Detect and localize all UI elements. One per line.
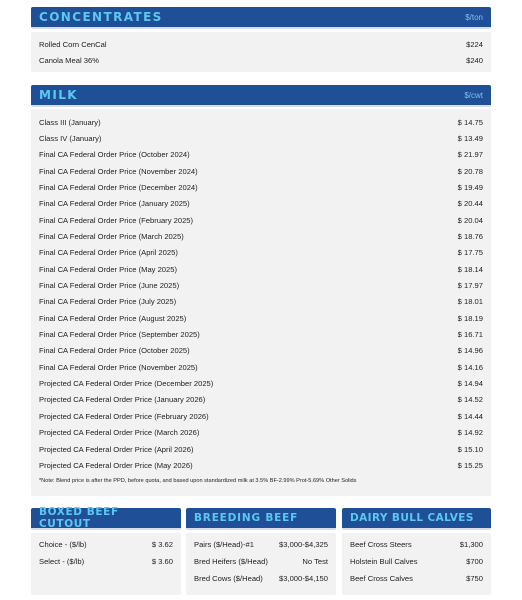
row-value: $240 [466, 55, 483, 65]
row-label: Bred Cows ($/Head) [194, 573, 263, 583]
row-label: Choice - ($/lb) [39, 539, 87, 549]
table-row [39, 442, 483, 456]
row-value: $ 18.01 [457, 297, 483, 307]
breeding-beef-title: BREEDING BEEF [194, 512, 299, 524]
row-label: Final CA Federal Order Price (January 2025) [39, 199, 190, 209]
table-row [194, 554, 328, 568]
table-row [39, 295, 483, 309]
table-row [39, 393, 483, 407]
row-label: Projected CA Federal Order Price (December 2025) [39, 379, 214, 389]
row-value: $ 20.04 [457, 215, 483, 225]
row-value: $ 3.60 [151, 556, 173, 566]
milk-unit: $/cwt [464, 90, 483, 100]
table-row [39, 360, 483, 374]
dairy-bull-calves-header [342, 508, 491, 530]
row-value: $ 14.96 [457, 346, 483, 356]
table-row [39, 53, 483, 67]
concentrates-panel [31, 32, 491, 72]
row-label: Holstein Bull Calves [350, 556, 418, 566]
row-label: Final CA Federal Order Price (August 2025) [39, 313, 187, 323]
table-row [39, 344, 483, 358]
row-label: Pairs ($/Head)-#1 [194, 539, 254, 549]
row-label: Beef Cross Calves [350, 573, 413, 583]
row-label: Final CA Federal Order Price (December 2024) [39, 182, 198, 192]
row-value: No Test [302, 556, 328, 566]
table-row [194, 571, 328, 585]
table-row [39, 311, 483, 325]
table-row [39, 537, 173, 551]
row-label: Projected CA Federal Order Price (May 2026) [39, 460, 193, 470]
row-label: Final CA Federal Order Price (February 2025) [39, 215, 194, 225]
dairy-bull-calves-title: DAIRY BULL CALVES [350, 512, 474, 524]
row-value: $ 20.44 [457, 199, 483, 209]
row-label: Projected CA Federal Order Price (March 2026) [39, 428, 200, 438]
row-value: $ 14.92 [457, 428, 483, 438]
table-row [39, 180, 483, 194]
row-label: Final CA Federal Order Price (May 2025) [39, 264, 178, 274]
table-row [39, 148, 483, 162]
milk-footnote: *Note: Blend price is after the PPD, before quota, and based upon standardized milk at 3.5% BF-2.99% Prot-5.69% Other Solids [39, 478, 357, 484]
row-label: Rolled Corn CenCal [39, 39, 107, 49]
row-value: $ 16.71 [457, 330, 483, 340]
concentrates-title: CONCENTRATES [39, 10, 163, 24]
row-value: $1,300 [459, 539, 483, 549]
table-row [39, 164, 483, 178]
row-value: $ 14.94 [457, 379, 483, 389]
table-row [39, 197, 483, 211]
row-value: $ 17.75 [457, 248, 483, 258]
row-value: $224 [466, 39, 483, 49]
table-row [39, 262, 483, 276]
row-value: $ 20.78 [457, 166, 483, 176]
table-row [39, 246, 483, 260]
concentrates-unit: $/ton [465, 12, 483, 22]
breeding-beef-panel [186, 533, 336, 595]
milk-panel [31, 109, 491, 496]
row-value: $ 13.49 [457, 133, 483, 143]
boxed-beef-panel [31, 533, 181, 595]
row-label: Projected CA Federal Order Price (January 2026) [39, 395, 206, 405]
table-row [350, 571, 483, 585]
row-label: Class III (January) [39, 117, 101, 127]
boxed-beef-header [31, 508, 181, 530]
row-value: $ 17.97 [457, 281, 483, 290]
row-value: $3,000-$4,150 [279, 573, 328, 583]
row-label: Final CA Federal Order Price (March 2025) [39, 231, 184, 241]
row-label: Final CA Federal Order Price (June 2025) [39, 281, 180, 290]
table-row [39, 213, 483, 227]
row-value: $ 14.16 [457, 362, 483, 372]
table-row [350, 554, 483, 568]
table-row [39, 328, 483, 342]
row-value: $ 19.49 [457, 182, 483, 192]
table-row [39, 409, 483, 423]
dairy-bull-calves-panel [342, 533, 491, 595]
row-value: $ 14.75 [457, 117, 483, 127]
row-value: $ 18.76 [457, 231, 483, 241]
row-label: Final CA Federal Order Price (July 2025) [39, 297, 177, 307]
breeding-beef-header [186, 508, 336, 530]
row-label: Select - ($/lb) [39, 556, 85, 566]
row-value: $ 15.10 [457, 444, 483, 454]
row-value: $ 18.19 [457, 313, 483, 323]
row-label: Class IV (January) [39, 133, 102, 143]
row-value: $700 [466, 556, 483, 566]
row-label: Final CA Federal Order Price (November 2024) [39, 166, 198, 176]
boxed-beef-title: BOXED BEEF CUTOUT [39, 506, 119, 530]
row-label: Final CA Federal Order Price (April 2025) [39, 248, 178, 258]
table-row [39, 229, 483, 243]
row-value: $ 21.97 [457, 150, 483, 160]
row-value: $3,000-$4,325 [279, 539, 328, 549]
row-label: Final CA Federal Order Price (October 2024) [39, 150, 190, 160]
row-label: Projected CA Federal Order Price (February 2026) [39, 411, 209, 421]
table-row [39, 115, 483, 129]
row-label: Canola Meal 36% [39, 55, 99, 65]
row-value: $750 [466, 573, 483, 583]
table-row [39, 131, 483, 145]
table-row [39, 426, 483, 440]
table-row [350, 537, 483, 551]
row-value: $ 14.52 [457, 395, 483, 405]
table-row [39, 279, 483, 293]
table-row [39, 37, 483, 51]
table-row [39, 554, 173, 568]
row-label: Projected CA Federal Order Price (April 2026) [39, 444, 194, 454]
row-label: Final CA Federal Order Price (September 2025) [39, 330, 200, 340]
row-value: $ 14.44 [457, 411, 483, 421]
table-row [39, 377, 483, 391]
row-label: Final CA Federal Order Price (November 2025) [39, 362, 198, 372]
row-value: $ 15.25 [457, 460, 483, 470]
table-row [39, 458, 483, 472]
milk-title: MILK [39, 88, 78, 102]
concentrates-header [31, 7, 491, 29]
milk-header [31, 85, 491, 107]
row-value: $ 3.62 [151, 539, 173, 549]
row-value: $ 18.14 [457, 264, 483, 274]
row-label: Final CA Federal Order Price (October 2025) [39, 346, 190, 356]
table-row [194, 537, 328, 551]
row-label: Beef Cross Steers [350, 539, 412, 549]
row-label: Bred Heifers ($/Head) [194, 556, 268, 566]
